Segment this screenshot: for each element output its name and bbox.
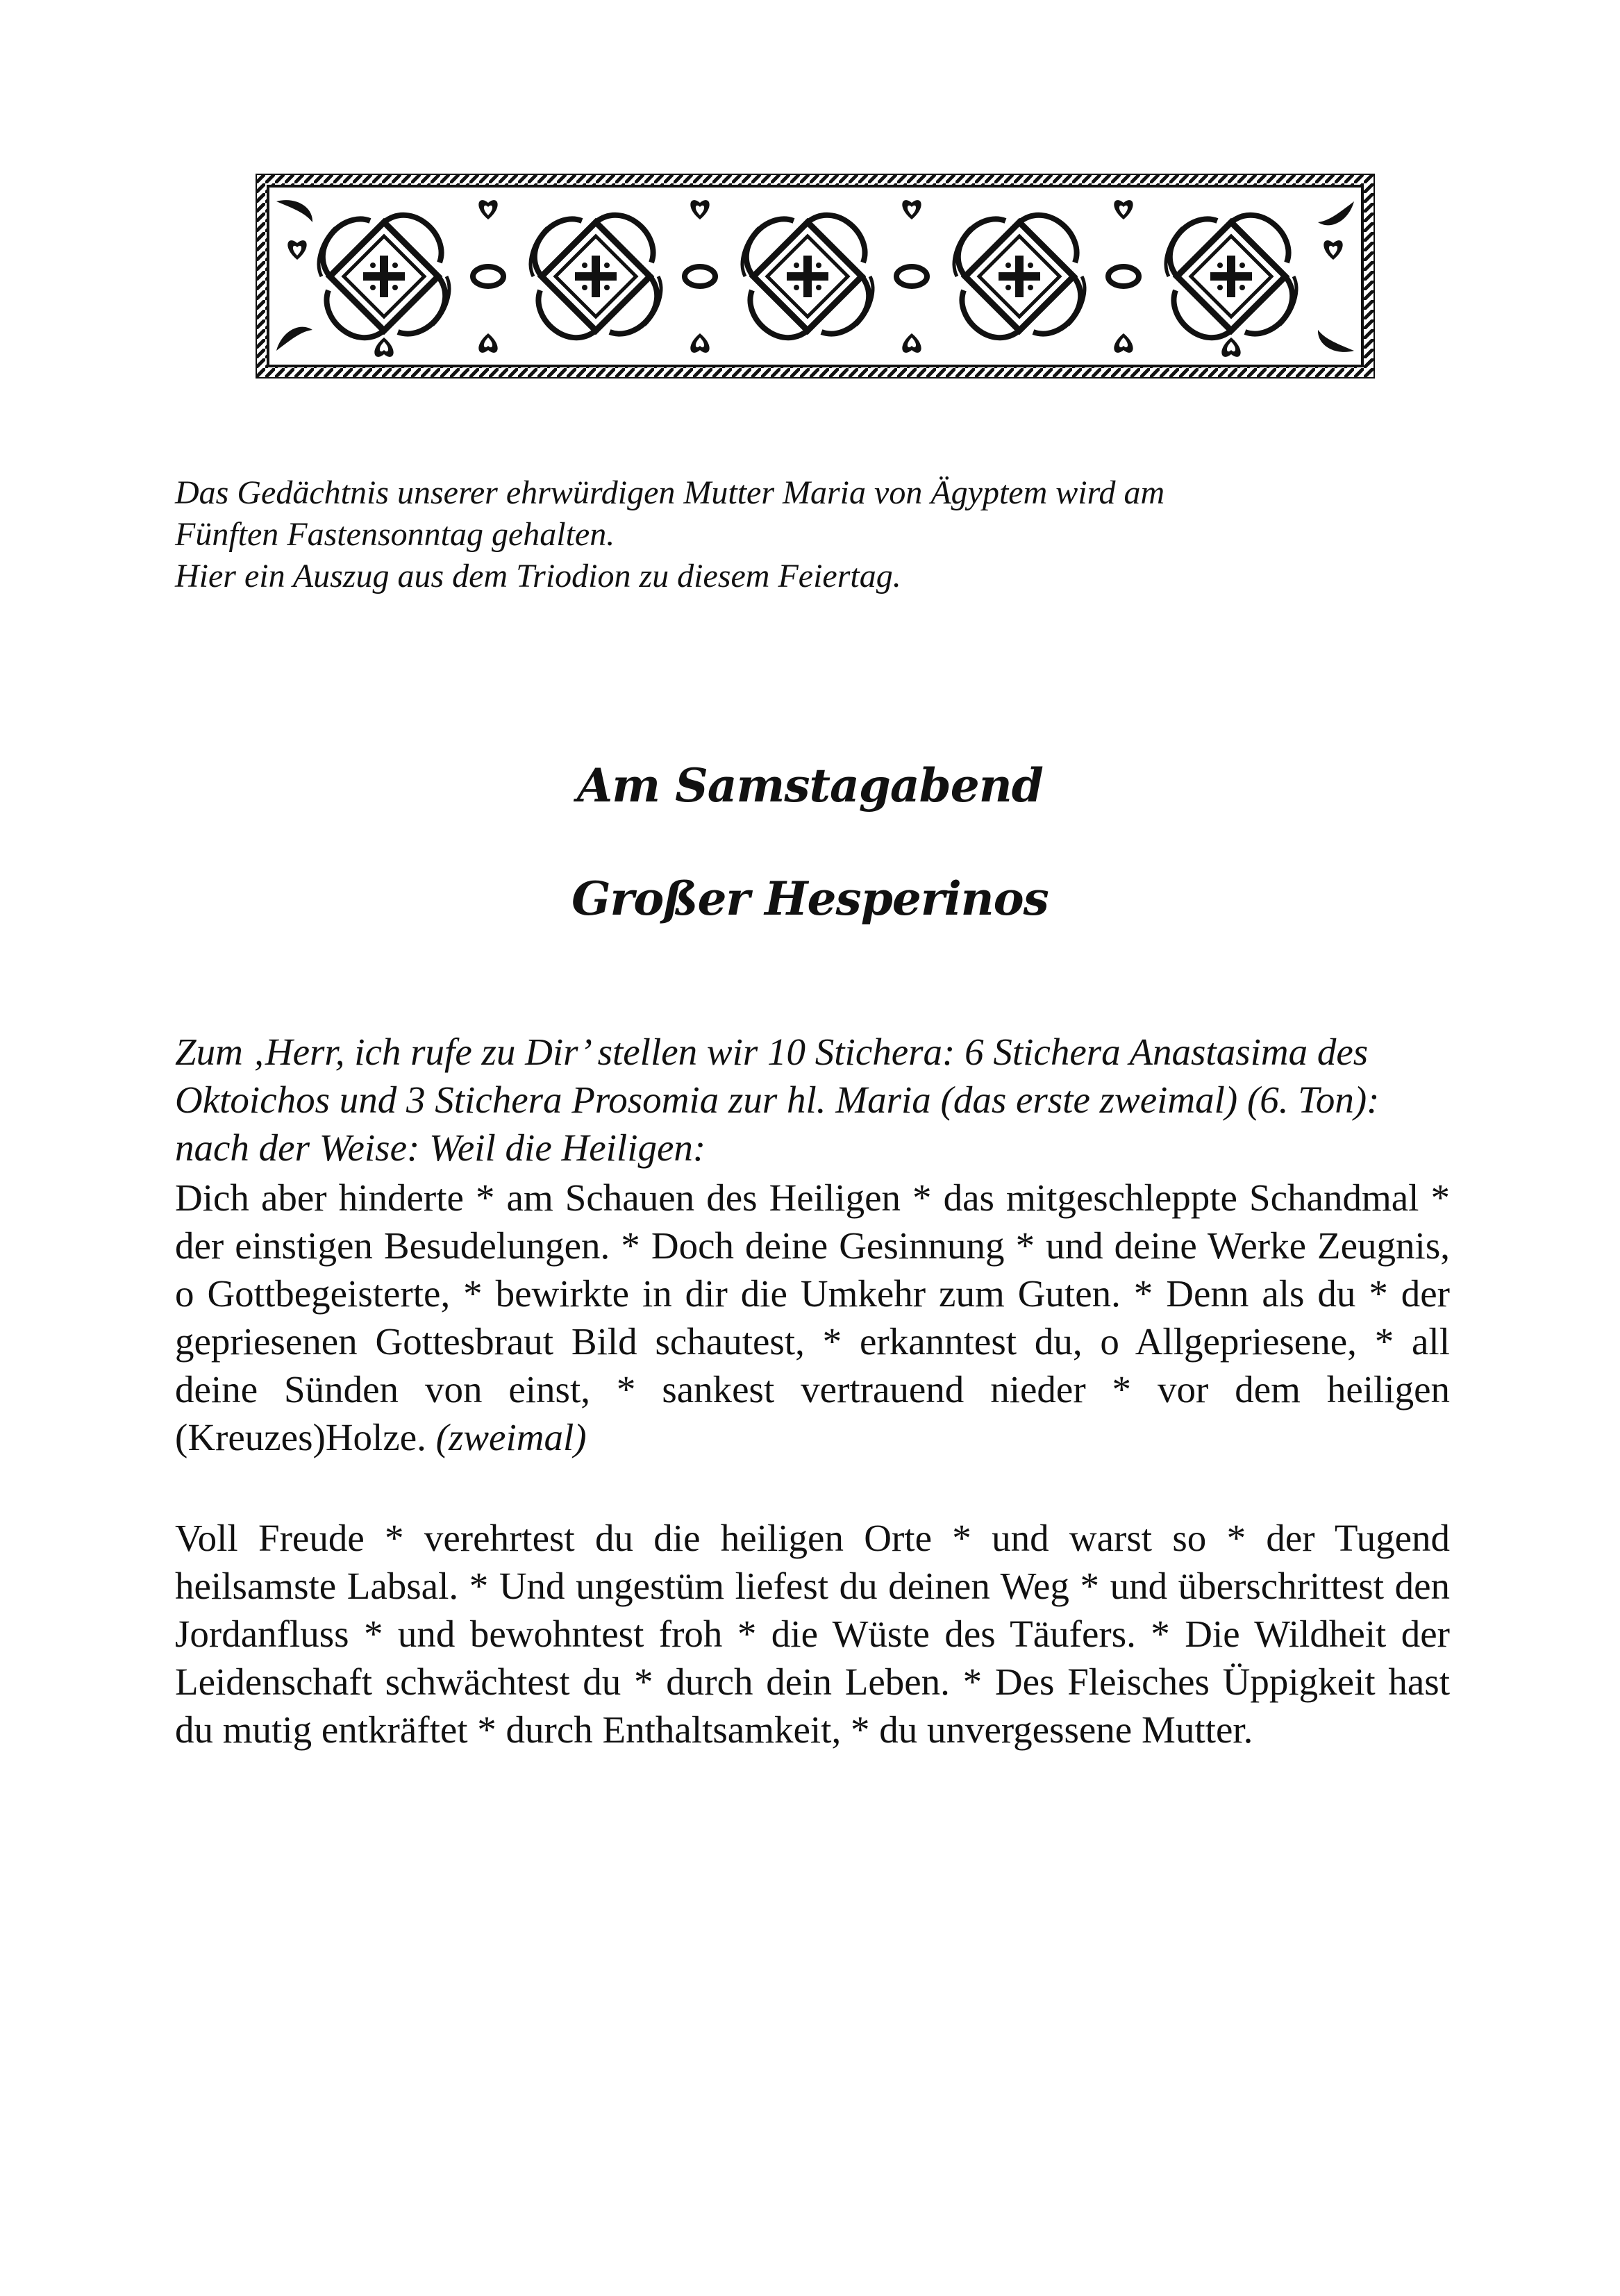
repeat-marker: (zweimal) xyxy=(435,1416,587,1458)
sticheron-text: Voll Freude * verehrtest du die heiligen Orte * und warst so * der Tugend heilsamste Labsal. * Und ungestüm liefest du deinen Weg * und überschrittest den Jordanfluss * und bewohntest froh * die Wüste des Täufers. * Die Wildheit der Leidenschaft schwächtest du * durch dein Leben. * Des Fleisches Üppigkeit hast du mutig entkräftet * durch Enthaltsamkeit, * du unvergessene Mutter. xyxy=(175,1517,1450,1751)
ornamental-border-image xyxy=(256,174,1375,378)
intro-line: Hier ein Auszug aus dem Triodion zu diesem Feiertag. xyxy=(175,558,901,594)
intro-line: Fünften Fastensonntag gehalten. xyxy=(175,516,615,553)
sticheron-1 xyxy=(175,1174,1450,1461)
sticheron-text: Dich aber hinderte * am Schauen des Heiligen * das mitgeschleppte Schandmal * der einstigen Besudelungen. * Doch deine Gesinnung * und deine Werke Zeugnis, o Gottbegeisterte, * bewirkte in dir die Umkehr zum Guten. * Denn als du * der gepriesenen Gottesbraut Bild schautest, * erkanntest du, o Allgepriesene, * all deine Sünden von einst, * sankest vertrauend nieder * vor dem heiligen (Kreuzes)Holze. xyxy=(175,1176,1450,1458)
section-subtitle: Großer Hesperinos xyxy=(571,872,1049,926)
rubric-instruction: Zum ‚Herr, ich rufe zu Dir’ stellen wir 10 Stichera: 6 Stichera Anastasima des Oktoichos und 3 Stichera Prosomia zur hl. Maria (das erste zweimal) (6. Ton): nach der Weise: Weil die Heiligen: xyxy=(175,1031,1380,1169)
sticheron-2 xyxy=(175,1514,1450,1754)
intro-line: Das Gedächtnis unserer ehrwürdigen Mutter Maria von Ägyptem wird am xyxy=(175,474,1165,511)
section-title: Am Samstagabend xyxy=(577,758,1043,813)
intro-note xyxy=(175,472,1425,597)
